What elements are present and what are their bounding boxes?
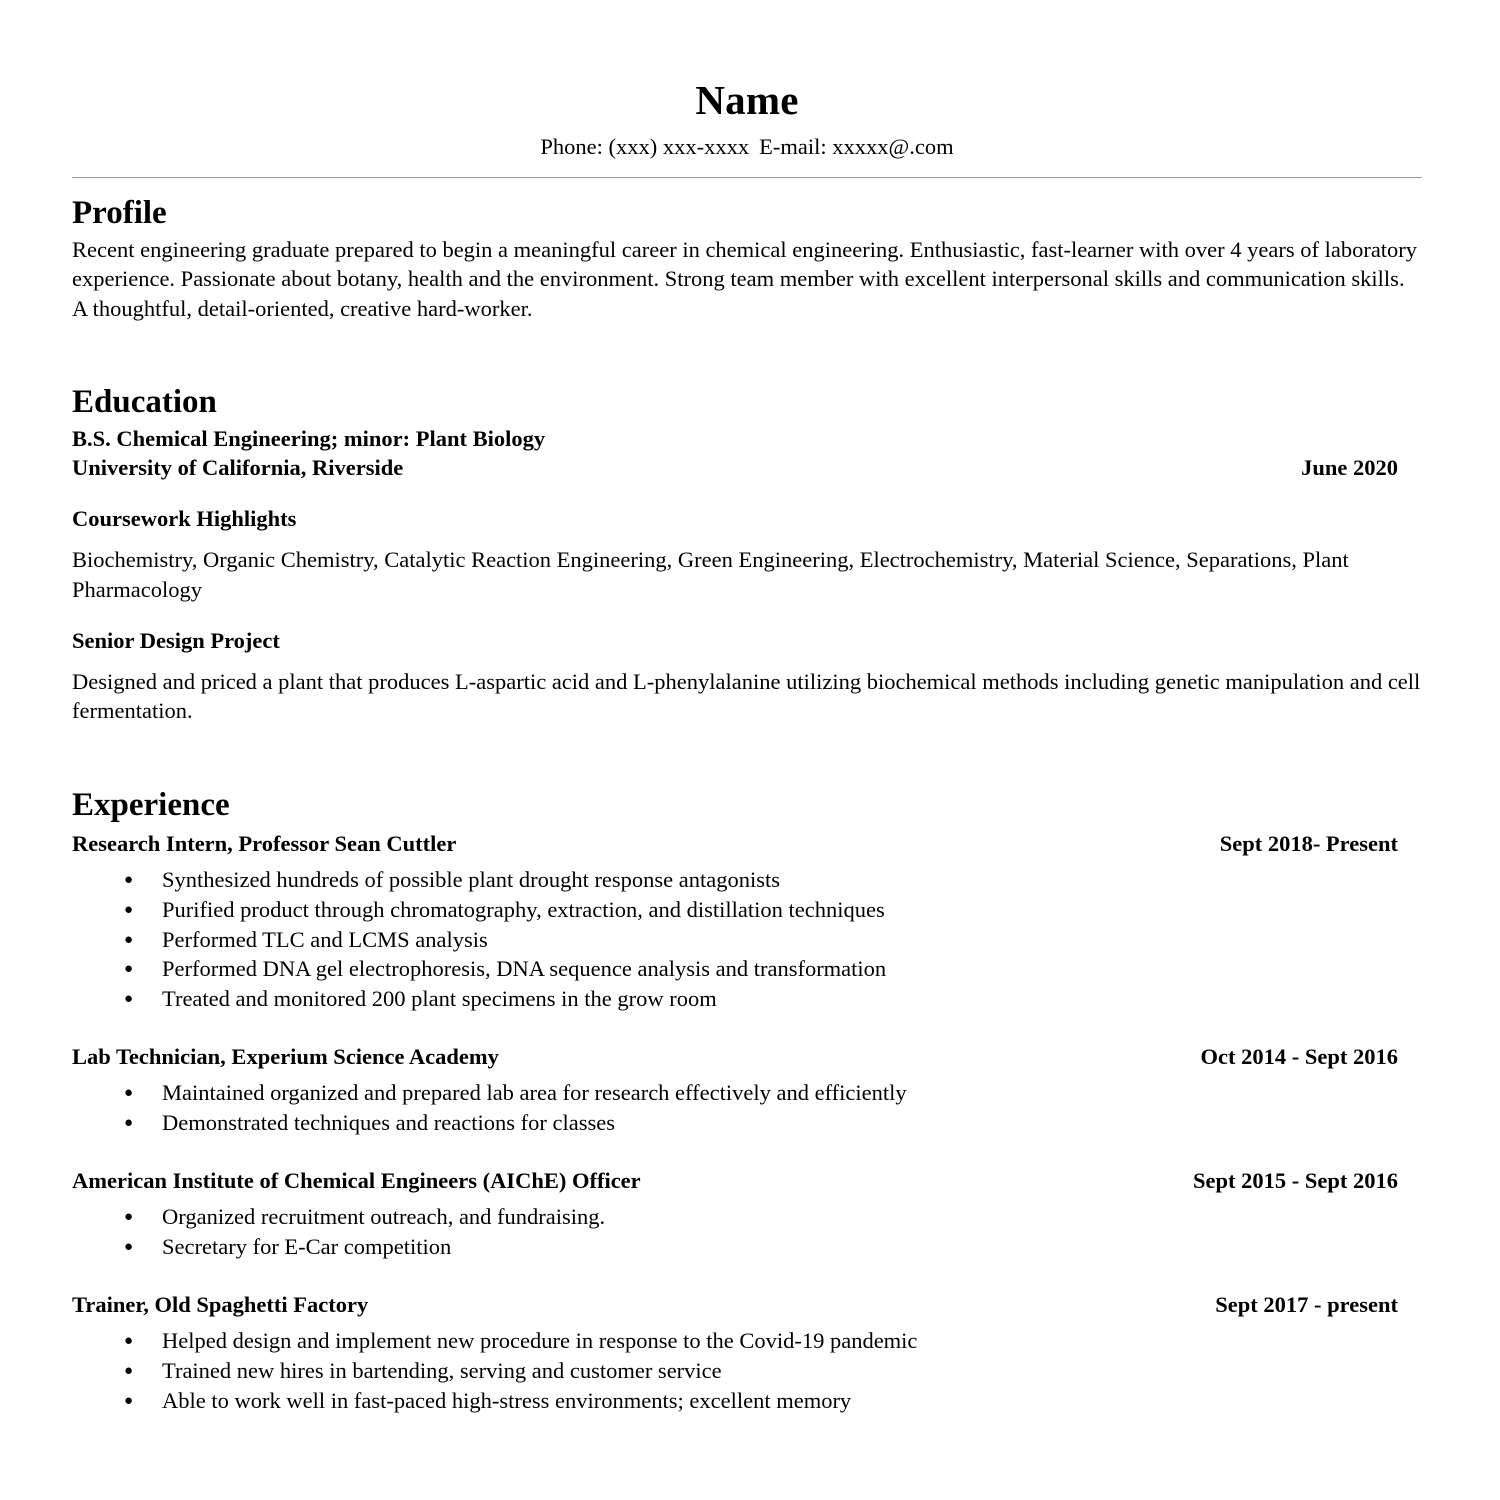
list-item: ● Secretary for E-Car competition — [124, 1232, 1422, 1262]
education-degree: B.S. Chemical Engineering; minor: Plant Biology — [72, 425, 546, 451]
job-header — [72, 831, 1422, 857]
job-bullets — [72, 1326, 1422, 1416]
job-bullets — [72, 1202, 1422, 1262]
education-heading: Education — [72, 383, 217, 420]
resume-header — [72, 78, 1422, 178]
experience-item — [72, 1292, 1422, 1416]
list-item: ● Maintained organized and prepared lab area for research effectively and efficiently — [124, 1078, 1422, 1108]
experience-item — [72, 831, 1422, 1015]
job-header — [72, 1168, 1422, 1194]
header-divider — [72, 177, 1422, 178]
list-item: ● Demonstrated techniques and reactions for classes — [124, 1108, 1422, 1138]
section-experience — [72, 786, 1422, 1416]
job-role: Research Intern, Professor Sean Cuttler — [72, 830, 457, 856]
experience-item — [72, 1044, 1422, 1138]
job-role: Lab Technician, Experium Science Academy — [72, 1044, 499, 1070]
list-item: ● Organized recruitment outreach, and fundraising. — [124, 1202, 1422, 1232]
phone-text: Phone: (xxx) xxx-xxxx — [540, 134, 750, 160]
profile-heading: Profile — [72, 195, 167, 232]
job-dates: Sept 2015 - Sept 2016 — [1192, 1168, 1398, 1194]
coursework-text: Biochemistry, Organic Chemistry, Catalytic Reaction Engineering, Green Engineering, Electrochemistry, Material Science, Separations, Plant Pharmacology — [72, 547, 1349, 602]
job-role: Trainer, Old Spaghetti Factory — [72, 1291, 369, 1317]
list-item: ● Treated and monitored 200 plant specimens in the grow room — [124, 984, 1422, 1014]
senior-design-heading: Senior Design Project — [72, 627, 280, 653]
job-bullets — [72, 865, 1422, 1015]
profile-text: Recent engineering graduate prepared to begin a meaningful career in chemical engineering. Enthusiastic, fast-learner with over 4 years of laboratory experience. Passionate about botany, health and the environment. Strong team member with excellent interpersonal skills and communication skills. A thoughtful, detail-oriented, creative hard-worker. — [72, 237, 1418, 321]
experience-item — [72, 1168, 1422, 1262]
senior-design-text: Designed and priced a plant that produces L-aspartic acid and L-phenylalanine utilizing biochemical methods including genetic manipulation and cell fermentation. — [72, 669, 1421, 724]
list-item: ● Purified product through chromatography, extraction, and distillation techniques — [124, 895, 1422, 925]
spacer — [72, 726, 1422, 770]
list-item: ● Performed DNA gel electrophoresis, DNA sequence analysis and transformation — [124, 954, 1422, 984]
education-school: University of California, Riverside — [72, 454, 404, 480]
job-dates: Sept 2018- Present — [1219, 830, 1398, 856]
list-item: ● Helped design and implement new procedure in response to the Covid-19 pandemic — [124, 1326, 1422, 1356]
job-bullets — [72, 1078, 1422, 1138]
education-school-row — [72, 453, 1422, 482]
contact-line — [72, 133, 1422, 160]
list-item: ● Performed TLC and LCMS analysis — [124, 925, 1422, 955]
education-date: June 2020 — [1301, 454, 1398, 480]
job-role: American Institute of Chemical Engineers (AIChE) Officer — [72, 1168, 641, 1194]
job-header — [72, 1292, 1422, 1318]
spacer — [72, 323, 1422, 367]
experience-heading: Experience — [72, 786, 230, 823]
candidate-name: Name — [695, 77, 799, 123]
job-dates: Sept 2017 - present — [1215, 1291, 1398, 1317]
section-profile — [72, 194, 1422, 323]
job-header — [72, 1044, 1422, 1070]
coursework-heading: Coursework Highlights — [72, 506, 297, 532]
section-education — [72, 383, 1422, 726]
list-item: ● Synthesized hundreds of possible plant drought response antagonists — [124, 865, 1422, 895]
list-item: ● Trained new hires in bartending, serving and customer service — [124, 1356, 1422, 1386]
job-dates: Oct 2014 - Sept 2016 — [1200, 1044, 1398, 1070]
email-text: E-mail: xxxxx@.com — [759, 134, 954, 160]
list-item: ● Able to work well in fast-paced high-stress environments; excellent memory — [124, 1386, 1422, 1416]
